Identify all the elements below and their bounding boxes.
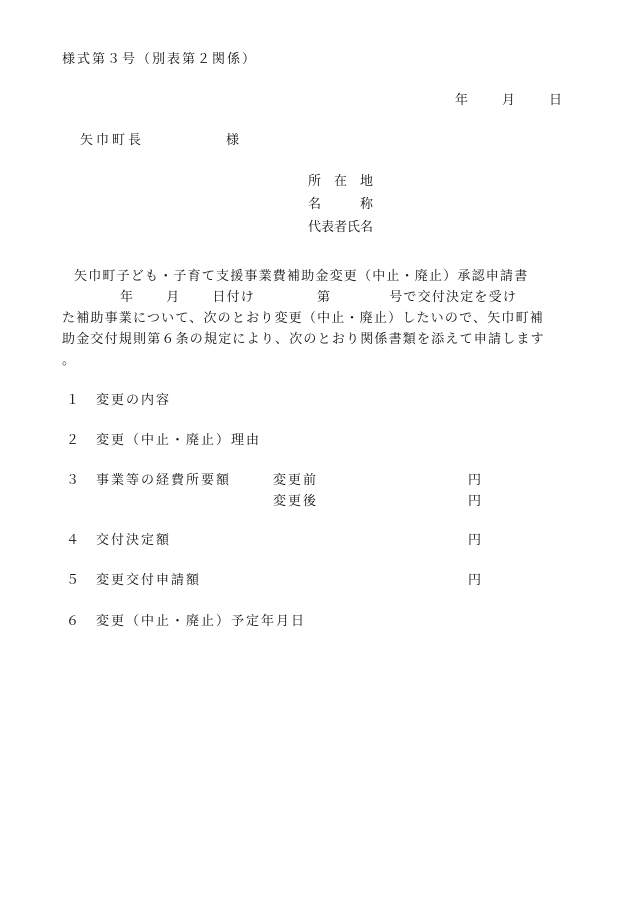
applicant-block [308, 170, 388, 239]
item-4 [66, 529, 171, 548]
body-year: 年 [120, 290, 135, 305]
item-text: 変更（中止・廃止）理由 [96, 433, 262, 448]
item-text: 変更交付申請額 [96, 573, 202, 588]
item-number: ５ [66, 573, 80, 588]
item-text: 変更（中止・廃止）予定年月日 [96, 614, 307, 629]
item-2 [66, 429, 261, 448]
body-line-4: 助金交付規則第６条の規定により、次のとおり関係書類を添えて申請します [62, 332, 545, 347]
day-label: 日 [549, 93, 563, 108]
after-change-label: 変更後 [273, 494, 319, 509]
item-text: 交付決定額 [96, 533, 172, 548]
applicant-address-row [308, 170, 388, 193]
item-number: ４ [66, 533, 80, 548]
item-3 [66, 469, 231, 488]
body-paragraph [62, 266, 582, 371]
before-change-label: 変更前 [273, 473, 319, 488]
body-line-1: 矢巾町子ども・子育て支援事業費補助金変更（中止・廃止）承認申請書 [74, 269, 529, 284]
body-line-2 [62, 287, 582, 308]
item-6 [66, 610, 306, 629]
address-label: 所 在 地 [308, 174, 374, 189]
year-label: 年 [455, 93, 469, 108]
item-text: 事業等の経費所要額 [96, 473, 232, 488]
body-line-3: た補助事業について、次のとおり変更（中止・廃止）したいので、矢巾町補 [62, 311, 545, 326]
name-label: 名 称 [308, 197, 374, 212]
item-number: ３ [66, 473, 80, 488]
body-line2-tail: 号で交付決定を受け [389, 290, 518, 305]
item-1 [66, 389, 171, 408]
date-line [455, 89, 562, 108]
item-number: ６ [66, 614, 80, 629]
item-number: １ [66, 393, 80, 408]
addressee-name: 矢巾町長 [80, 133, 145, 148]
body-day: 日付け [212, 290, 256, 305]
yen-before: 円 [468, 473, 482, 488]
addressee-honorific: 様 [226, 133, 240, 148]
body-month: 月 [166, 290, 181, 305]
body-line-5: 。 [62, 353, 77, 368]
yen-requested: 円 [468, 573, 482, 588]
item-number: ２ [66, 433, 80, 448]
yen-after: 円 [468, 494, 482, 509]
item-5 [66, 569, 201, 588]
applicant-rep-row [308, 216, 388, 239]
yen-decided: 円 [468, 533, 482, 548]
representative-label: 代表者氏名 [308, 220, 374, 235]
applicant-name-row [308, 193, 388, 216]
form-label: 様式第３号（別表第２関係） [62, 52, 258, 67]
body-dai: 第 [317, 290, 332, 305]
item-text: 変更の内容 [96, 393, 172, 408]
month-label: 月 [502, 93, 516, 108]
